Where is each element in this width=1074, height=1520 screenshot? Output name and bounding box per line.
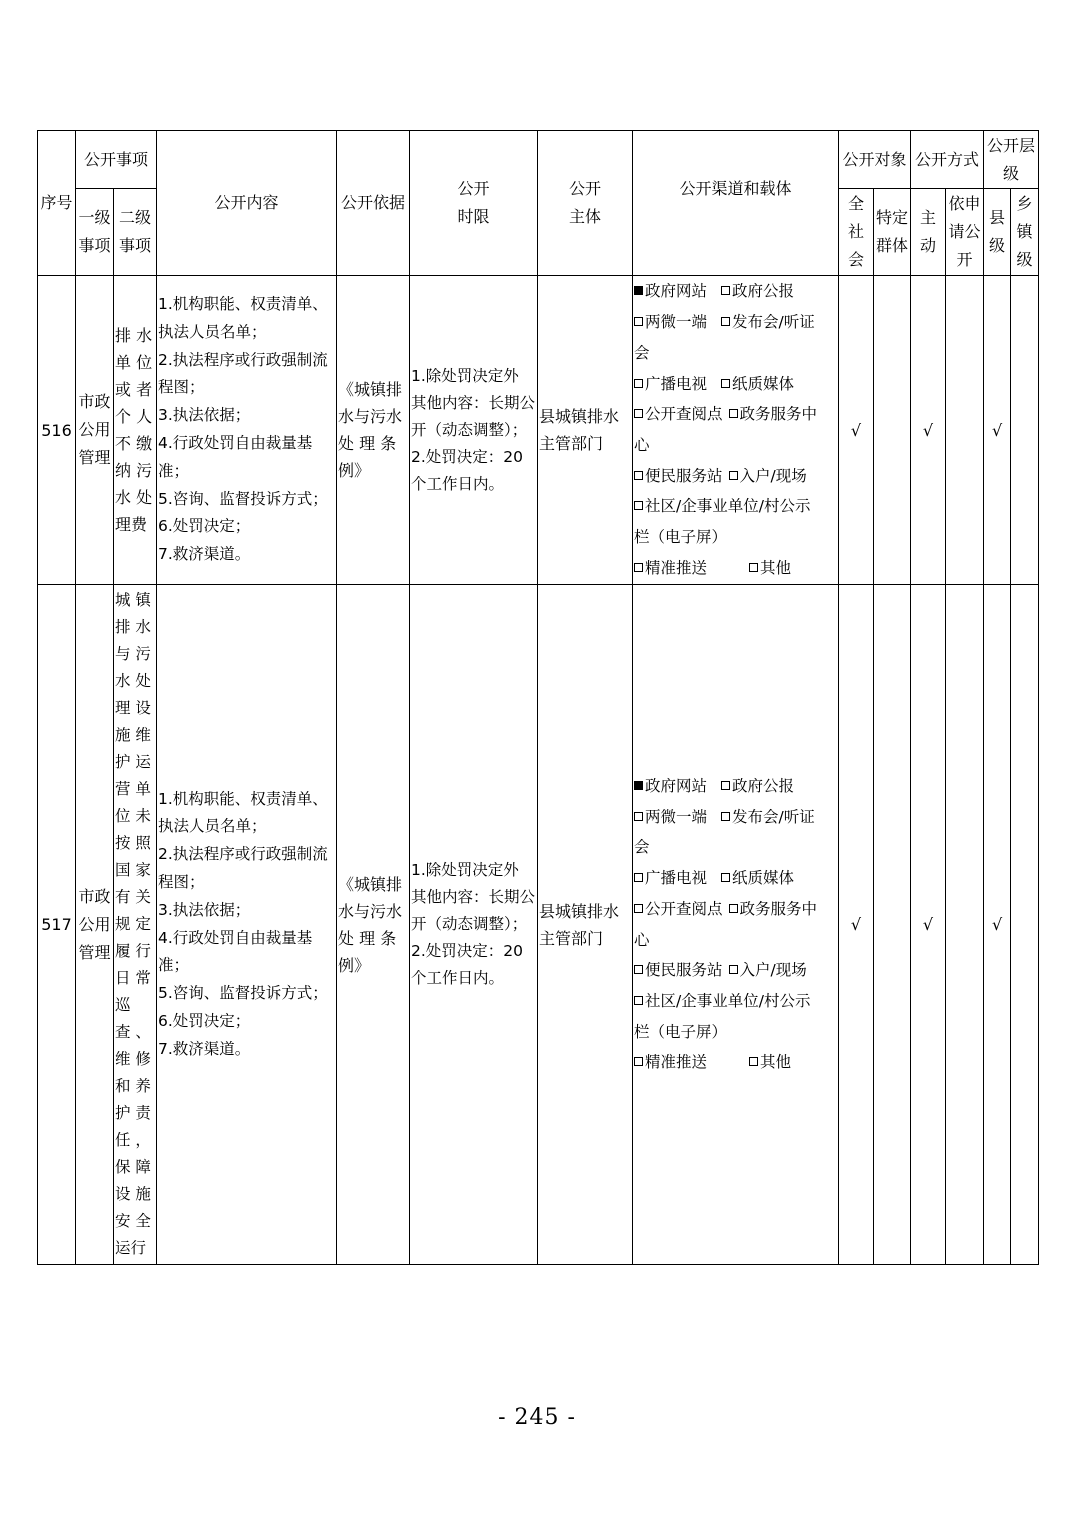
checked-box-icon [634, 286, 643, 295]
channel-door-to-door: 入户/现场 [739, 466, 807, 485]
checkbox-icon [634, 317, 643, 326]
row-seq: 516 [38, 276, 76, 585]
channel-community-board-cont: 栏（电子屏） [634, 1022, 728, 1041]
header-item-group: 公开事项 [76, 131, 157, 189]
channel-press-hearing-cont: 会 [634, 343, 650, 362]
row-time-limit: 1.除处罚决定外 其他内容：长期公 开（动态调整）； 2.处罚决定：20 个工作日内。 [410, 276, 538, 585]
disclosure-table [37, 130, 1039, 1265]
channel-paper-media: 纸质媒体 [732, 374, 795, 393]
channel-gov-service-center-cont: 心 [634, 436, 650, 454]
channel-community-board: 社区/企事业单位/村公示 [645, 991, 811, 1010]
channel-press-hearing: 发布会/听证 [732, 313, 815, 332]
checkbox-icon [729, 471, 738, 480]
checkbox-icon [729, 965, 738, 974]
checked-box-icon [634, 781, 643, 790]
channel-two-wei-one-duan: 两微一端 [645, 313, 708, 332]
row-subject: 县城镇排水 主管部门 [538, 585, 633, 1265]
channel-broadcast-tv: 广播电视 [645, 869, 708, 888]
row-mode-request [946, 276, 984, 585]
table-row [38, 276, 1039, 585]
header-level-county: 县 级 [984, 189, 1011, 276]
channel-precise-push: 精准推送 [645, 1053, 708, 1072]
row-audience-all: √ [839, 276, 874, 585]
row-mode-active: √ [911, 276, 946, 585]
channel-gov-gazette: 政府公报 [732, 776, 795, 795]
channel-community-board: 社区/企事业单位/村公示 [645, 497, 811, 516]
checkbox-icon [729, 904, 738, 913]
checkbox-icon [634, 409, 643, 418]
checkbox-icon [729, 409, 738, 418]
checkbox-icon [721, 317, 730, 326]
channel-convenience-station: 便民服务站 [645, 466, 723, 485]
channel-community-board-cont: 栏（电子屏） [634, 528, 728, 547]
header-audience-group: 公开对象 [839, 131, 911, 189]
header-time-limit: 公开 时限 [410, 131, 538, 276]
checkbox-icon [721, 781, 730, 790]
row-level1: 市政 公用 管理 [76, 585, 114, 1265]
header-audience-specific: 特定 群体 [874, 189, 911, 276]
row-subject: 县城镇排水 主管部门 [538, 276, 633, 585]
header-basis: 公开依据 [337, 131, 410, 276]
channel-other: 其他 [760, 558, 792, 577]
row-basis: 《城镇排 水与污水 处 理 条 例》 [337, 585, 410, 1265]
row-channels [633, 585, 839, 1265]
channel-other: 其他 [760, 1053, 792, 1072]
header-mode-group: 公开方式 [911, 131, 984, 189]
checkbox-icon [634, 812, 643, 821]
checkbox-icon [749, 1057, 758, 1066]
channel-convenience-station: 便民服务站 [645, 961, 723, 980]
checkbox-icon [634, 471, 643, 480]
row-level2: 排 水 单 位 或 者 个 人 不 缴 纳 污 水 处 理费 [114, 276, 157, 585]
checkbox-icon [634, 904, 643, 913]
channel-public-reading: 公开查阅点 [645, 405, 723, 424]
checkbox-icon [634, 873, 643, 882]
header-seq: 序号 [38, 131, 76, 276]
checkbox-icon [634, 563, 643, 572]
header-subject: 公开 主体 [538, 131, 633, 276]
checkbox-icon [634, 965, 643, 974]
row-time-limit: 1.除处罚决定外 其他内容：长期公 开（动态调整）； 2.处罚决定：20 个工作日内。 [410, 585, 538, 1265]
channel-door-to-door: 入户/现场 [739, 961, 807, 980]
header-level-town: 乡 镇 级 [1011, 189, 1039, 276]
channel-gov-gazette: 政府公报 [732, 282, 795, 301]
checkbox-icon [749, 563, 758, 572]
row-channels [633, 276, 839, 585]
header-mode-request: 依申 请公 开 [946, 189, 984, 276]
channel-press-hearing: 发布会/听证 [732, 807, 815, 826]
table-row [38, 585, 1039, 1265]
channel-gov-website: 政府网站 [645, 282, 708, 301]
checkbox-icon [634, 379, 643, 388]
header-row-1 [38, 131, 1039, 189]
channel-broadcast-tv: 广播电视 [645, 374, 708, 393]
channel-gov-service-center: 政务服务中 [739, 405, 818, 424]
row-mode-request [946, 585, 984, 1265]
row-content: 1.机构职能、权责清单、 执法人员名单； 2.执法程序或行政强制流 程图； 3.执法依据； 4.行政处罚自由裁量基 准； 5.咨询、监督投诉方式； 6.处罚决定； 7.救济渠道。 [157, 276, 337, 585]
channel-two-wei-one-duan: 两微一端 [645, 807, 708, 826]
row-basis: 《城镇排 水与污水 处 理 条 例》 [337, 276, 410, 585]
channel-paper-media: 纸质媒体 [732, 869, 795, 888]
row-level-town [1011, 585, 1039, 1265]
row-level2: 城 镇 排 水 与 污 水 处 理 设 施 维 护 运 营 单 位 未 按 照 国 家 有 关 规 定 履 行 日 常 巡 查 、 维 修 和 养 护 责 任 ， 保 障 设 施 安 全 运行 [114, 585, 157, 1265]
checkbox-icon [721, 379, 730, 388]
row-level-county: √ [984, 585, 1011, 1265]
row-level-town [1011, 276, 1039, 585]
header-channel: 公开渠道和载体 [633, 131, 839, 276]
row-seq: 517 [38, 585, 76, 1265]
header-level1: 一级 事项 [76, 189, 114, 276]
page-number: - 245 - [498, 1405, 576, 1430]
checkbox-icon [634, 996, 643, 1005]
row-level-county: √ [984, 276, 1011, 585]
channel-gov-service-center: 政务服务中 [739, 899, 818, 918]
channel-precise-push: 精准推送 [645, 558, 708, 577]
header-level2: 二级 事项 [114, 189, 157, 276]
checkbox-icon [721, 873, 730, 882]
row-audience-all: √ [839, 585, 874, 1265]
row-mode-active: √ [911, 585, 946, 1265]
checkbox-icon [721, 286, 730, 295]
header-level-group: 公开层 级 [984, 131, 1039, 189]
row-level1: 市政 公用 管理 [76, 276, 114, 585]
row-content: 1.机构职能、权责清单、 执法人员名单； 2.执法程序或行政强制流 程图； 3.执法依据； 4.行政处罚自由裁量基 准； 5.咨询、监督投诉方式； 6.处罚决定； 7.救济渠道。 [157, 585, 337, 1265]
checkbox-icon [634, 1057, 643, 1066]
header-mode-active: 主 动 [911, 189, 946, 276]
checkbox-icon [721, 812, 730, 821]
channel-gov-service-center-cont: 心 [634, 930, 650, 949]
header-audience-all: 全 社 会 [839, 189, 874, 276]
row-audience-specific [874, 585, 911, 1265]
channel-gov-website: 政府网站 [645, 776, 708, 795]
channel-public-reading: 公开查阅点 [645, 899, 723, 918]
checkbox-icon [634, 501, 643, 510]
header-content: 公开内容 [157, 131, 337, 276]
channel-press-hearing-cont: 会 [634, 838, 650, 857]
row-audience-specific [874, 276, 911, 585]
